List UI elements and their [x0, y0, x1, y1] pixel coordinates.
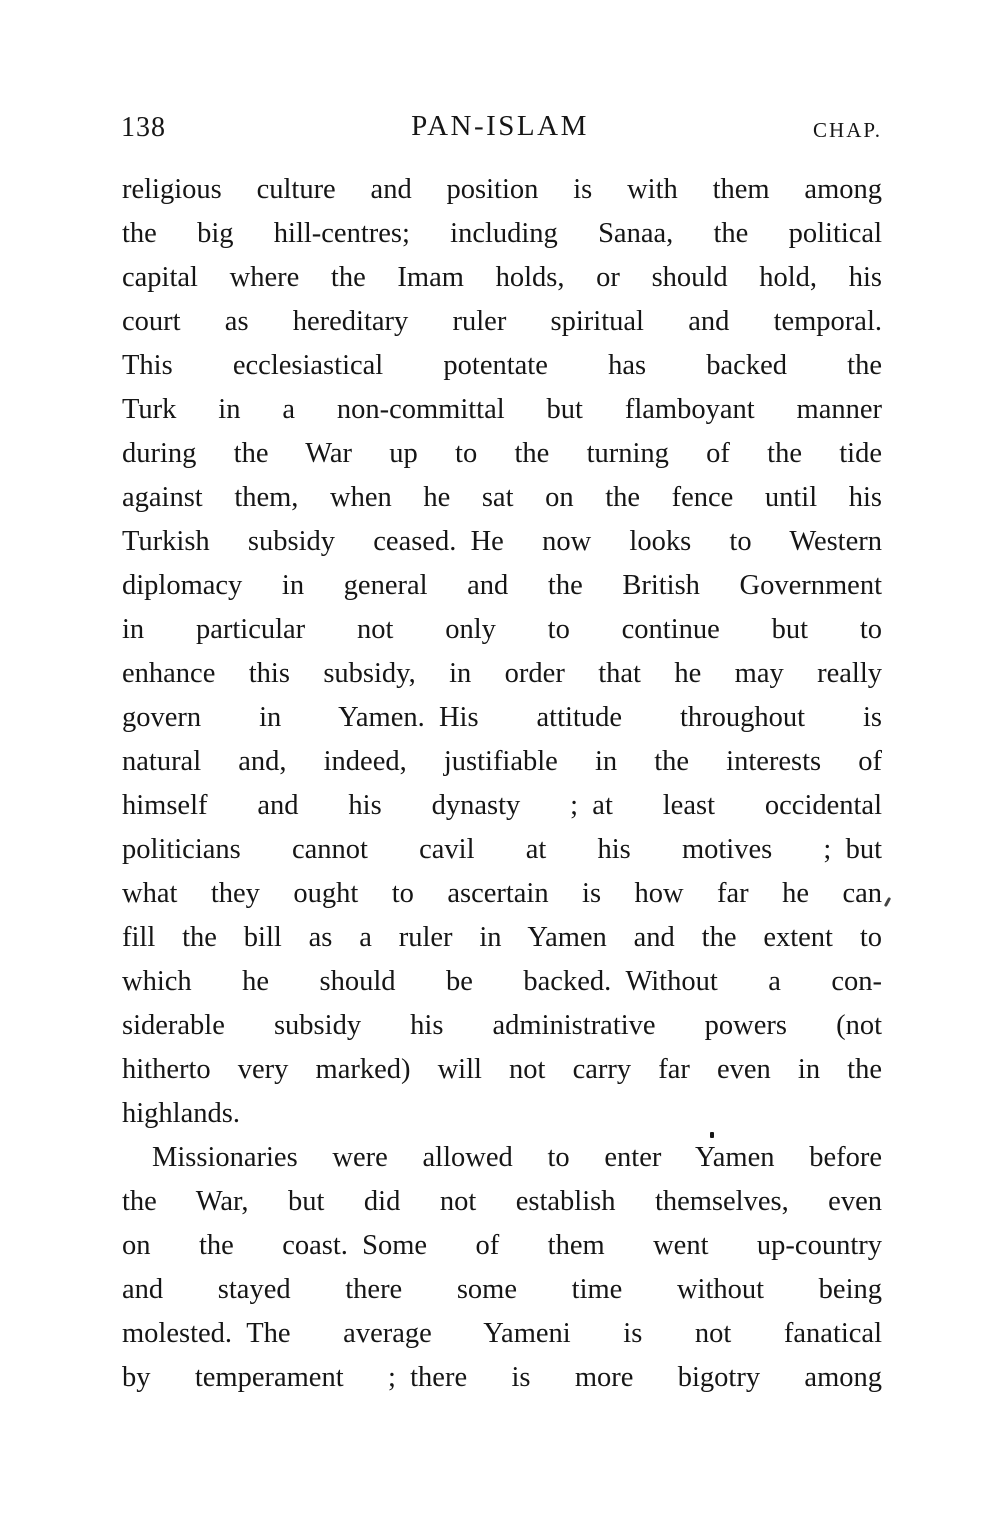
- text-line: govern in Yamen. His attitude throughout is: [122, 702, 882, 733]
- text-line: capital where the Imam holds, or should hold, his: [122, 262, 882, 293]
- text-line: on the coast. Some of them went up-country: [122, 1230, 882, 1261]
- text-line: himself and his dynasty ; at least occidental: [122, 790, 882, 821]
- text-line: highlands.: [122, 1098, 240, 1129]
- text-line: which he should be backed. Without a con-: [122, 966, 882, 997]
- text-line: by temperament ; there is more bigotry among: [122, 1362, 882, 1393]
- scan-artifact-tick-icon: [884, 897, 891, 907]
- text-line: politicians cannot cavil at his motives ; but: [122, 834, 882, 865]
- text-line: against them, when he sat on the fence until his: [122, 482, 882, 513]
- running-title: PAN-ISLAM: [411, 110, 589, 142]
- text-line: This ecclesiastical potentate has backed the: [122, 350, 882, 381]
- text-line: diplomacy in general and the British Government: [122, 570, 882, 601]
- scan-artifact-dot-icon: [710, 1132, 714, 1138]
- text-line: court as hereditary ruler spiritual and temporal.: [122, 306, 882, 337]
- text-block: [122, 168, 882, 1400]
- text-line: Turkish subsidy ceased. He now looks to Western: [122, 526, 882, 557]
- text-line: in particular not only to continue but to: [122, 614, 882, 645]
- text-line: during the War up to the turning of the tide: [122, 438, 882, 469]
- text-line: enhance this subsidy, in order that he may really: [122, 658, 882, 689]
- text-line: Missionaries were allowed to enter Yamen before: [152, 1142, 882, 1173]
- text-line: Turk in a non-committal but flamboyant manner: [122, 394, 882, 425]
- text-line: and stayed there some time without being: [122, 1274, 882, 1305]
- text-line: molested. The average Yameni is not fanatical: [122, 1318, 882, 1349]
- page-header: [0, 0, 1000, 160]
- text-line: the War, but did not establish themselves, even: [122, 1186, 882, 1217]
- text-line: what they ought to ascertain is how far he can: [122, 878, 882, 909]
- text-line: hitherto very marked) will not carry far even in the: [122, 1054, 882, 1085]
- chapter-label: CHAP.: [813, 118, 882, 142]
- text-line: religious culture and position is with them among: [122, 174, 882, 205]
- text-line: the big hill-centres; including Sanaa, the political: [122, 218, 882, 249]
- text-line: siderable subsidy his administrative powers (not: [122, 1010, 882, 1041]
- text-line: natural and, indeed, justifiable in the interests of: [122, 746, 882, 777]
- text-line: fill the bill as a ruler in Yamen and the extent to: [122, 922, 882, 953]
- page-number: 138: [121, 112, 166, 143]
